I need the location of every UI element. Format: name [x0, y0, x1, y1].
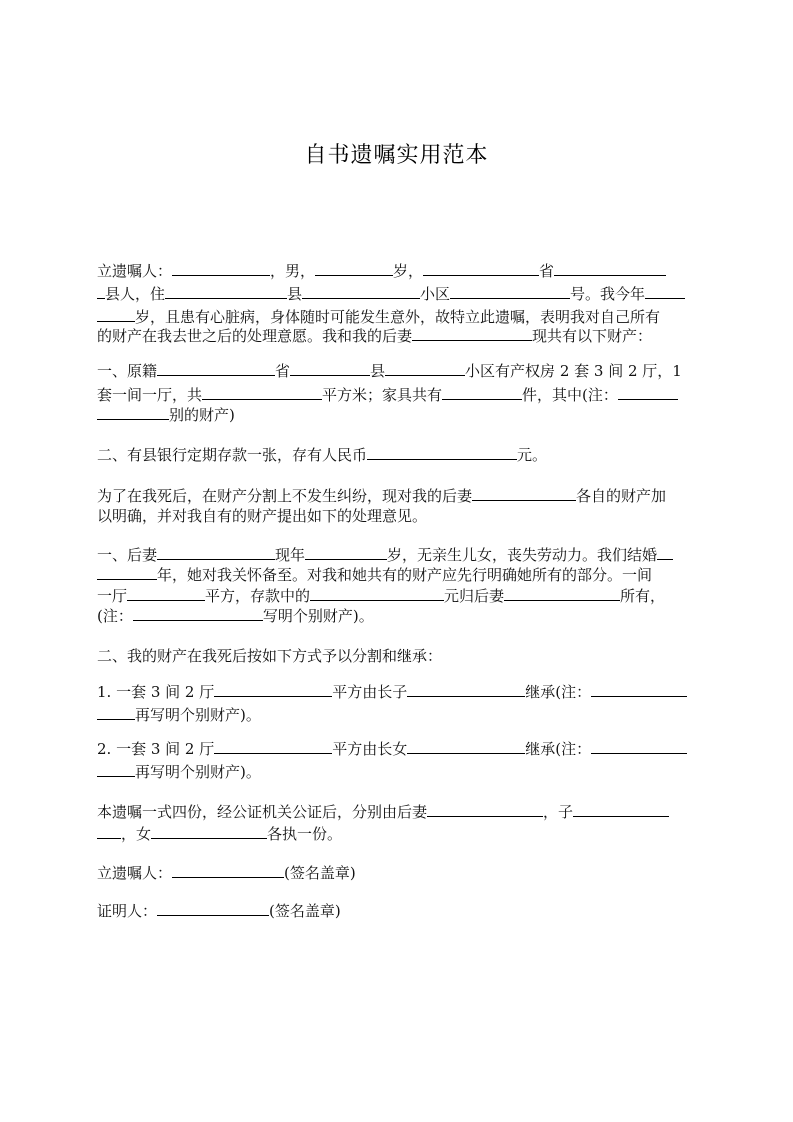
blank-field [450, 284, 570, 299]
text-segment: 立遗嘱人： [97, 864, 173, 882]
text-segment: 各执一份。 [267, 825, 343, 843]
text-segment: 县 [287, 285, 303, 303]
p1-line1 [97, 260, 697, 282]
blank-field [573, 802, 669, 817]
text-segment: 以明确，并对我自有的财产提出如下的处理意见。 [97, 507, 428, 525]
blank-field [407, 739, 525, 754]
signature-blank [157, 901, 269, 916]
blank-field [442, 385, 522, 400]
p2-line2 [97, 384, 697, 406]
blank-field [618, 385, 678, 400]
text-segment: 省 [539, 262, 555, 280]
text-segment: 二、我的财产在我死后按如下方式予以分割和继承： [97, 647, 443, 665]
text-segment: 1. 一套 3 间 2 厅 [97, 683, 215, 701]
blank-field [97, 307, 135, 322]
signature-blank [172, 863, 284, 878]
text-segment: 现共有以下财产： [532, 327, 653, 345]
text-segment: (注： [97, 607, 133, 625]
witness-signature-line [97, 900, 697, 922]
text-segment: 号。我今年 [570, 285, 646, 303]
blank-field [591, 739, 687, 754]
p5-line2 [97, 564, 697, 586]
text-segment: 一、原籍 [97, 362, 158, 380]
text-segment: 县人，住 [105, 285, 166, 303]
p9-line1 [97, 801, 697, 823]
blank-field [97, 284, 105, 299]
blank-field [423, 261, 539, 276]
text-segment: 平方由长子 [332, 683, 408, 701]
blank-field [214, 682, 332, 697]
p5-line4 [97, 605, 697, 627]
blank-field [97, 405, 169, 420]
text-segment: 别的财产) [169, 406, 235, 424]
blank-field [554, 261, 666, 276]
blank-field [97, 762, 135, 777]
p2-line3 [97, 404, 697, 426]
text-segment: 一厅 [97, 587, 128, 605]
p1-line4 [97, 325, 697, 347]
blank-field [591, 682, 687, 697]
blank-field [127, 586, 205, 601]
text-segment: 平方由长女 [332, 740, 408, 758]
blank-field [202, 385, 322, 400]
text-segment: 套一间一厅，共 [97, 386, 203, 404]
blank-field [172, 261, 270, 276]
blank-field [315, 261, 393, 276]
blank-field [97, 824, 121, 839]
text-segment: (签名盖章) [269, 902, 341, 920]
blank-field [504, 586, 620, 601]
blank-field [290, 361, 370, 376]
p8-line2 [97, 761, 697, 783]
text-segment: 继承(注： [525, 683, 592, 701]
text-segment: (签名盖章) [284, 864, 356, 882]
blank-field [97, 565, 157, 580]
text-segment: ，女 [121, 825, 152, 843]
text-segment: 平方，存款中的 [205, 587, 311, 605]
text-segment: ，子 [543, 803, 574, 821]
text-segment: 二、有县银行定期存款一张，存有人民币 [97, 446, 368, 464]
blank-field [133, 606, 263, 621]
blank-field [157, 361, 275, 376]
p5-line3 [97, 585, 697, 607]
blank-field [305, 545, 387, 560]
text-segment: 本遗嘱一式四份，经公证机关公证后，分别由后妻 [97, 803, 428, 821]
blank-field [214, 739, 332, 754]
blank-field [157, 545, 275, 560]
text-segment: 元归后妻 [444, 587, 505, 605]
p9-line2 [97, 823, 697, 845]
text-segment: 继承(注： [525, 740, 592, 758]
text-segment: 岁，无亲生儿女，丧失劳动力。我们结婚 [387, 546, 658, 564]
blank-field [472, 486, 576, 501]
text-segment: 年，她对我关怀备至。对我和她共有的财产应先行明确她所有的部分。一间 [157, 566, 653, 584]
text-segment: 证明人： [97, 902, 158, 920]
p8-line1 [97, 738, 697, 760]
blank-field [412, 326, 532, 341]
blank-field [165, 284, 287, 299]
p4-line2 [97, 505, 697, 527]
blank-field [302, 284, 420, 299]
blank-field [151, 824, 267, 839]
text-segment: 2. 一套 3 间 2 厅 [97, 740, 215, 758]
text-segment: 岁， [393, 262, 424, 280]
text-segment: 各自的财产加 [576, 487, 667, 505]
document-title: 自书遗嘱实用范本 [304, 143, 489, 168]
blank-field [367, 445, 517, 460]
text-segment: 省 [275, 362, 291, 380]
testator-signature-line [97, 862, 697, 884]
text-segment: 元。 [517, 446, 548, 464]
text-segment: 件，其中(注： [522, 386, 618, 404]
p3-line1 [97, 444, 697, 466]
text-segment: 所有， [620, 587, 666, 605]
blank-field [97, 705, 135, 720]
text-segment: 为了在我死后，在财产分割上不发生纠纷，现对我的后妻 [97, 487, 473, 505]
text-segment: 平方米；家具共有 [322, 386, 443, 404]
p1-line2 [97, 283, 697, 305]
text-segment: 写明个别财产)。 [262, 607, 374, 625]
blank-field [385, 361, 465, 376]
text-segment: 的财产在我去世之后的处理意愿。我和我的后妻 [97, 327, 413, 345]
text-segment: ，男， [270, 262, 316, 280]
blank-field [645, 284, 685, 299]
blank-field [427, 802, 543, 817]
p7-line2 [97, 704, 697, 726]
text-segment: 立遗嘱人： [97, 262, 173, 280]
text-segment: 小区有产权房 2 套 3 间 2 厅，1 [465, 362, 682, 380]
p2-line1 [97, 360, 697, 382]
text-segment: 岁，且患有心脏病，身体随时可能发生意外，故特立此遗嘱，表明我对自己所有 [135, 308, 661, 326]
p4-line1 [97, 485, 697, 507]
blank-field [657, 545, 673, 560]
p6-line1 [97, 645, 697, 667]
blank-field [310, 586, 444, 601]
blank-field [407, 682, 525, 697]
text-segment: 现年 [275, 546, 306, 564]
text-segment: 小区 [420, 285, 451, 303]
p7-line1 [97, 681, 697, 703]
text-segment: 再写明个别财产)。 [135, 763, 261, 781]
text-segment: 再写明个别财产)。 [135, 706, 261, 724]
text-segment: 县 [370, 362, 386, 380]
p5-line1 [97, 544, 697, 566]
text-segment: 一、后妻 [97, 546, 158, 564]
